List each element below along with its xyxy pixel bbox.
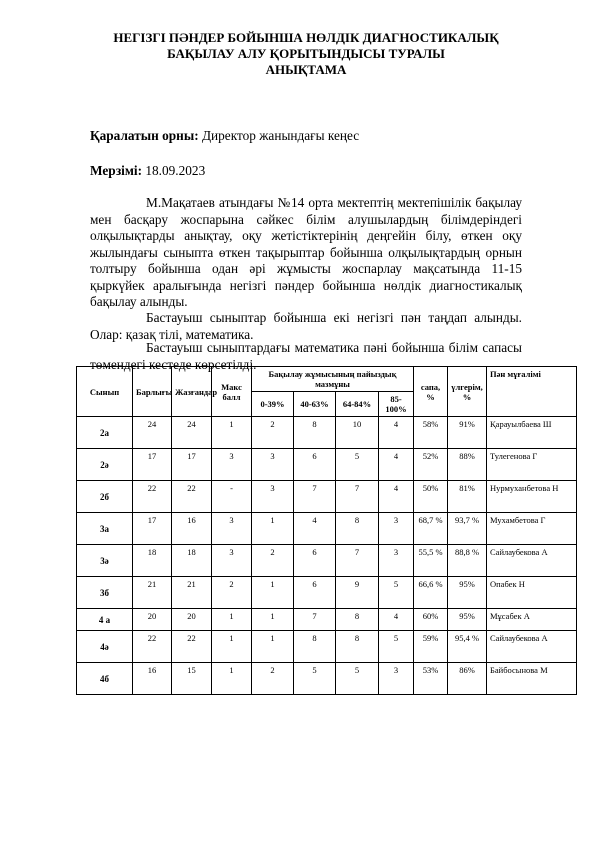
cell-r1: 2: [252, 417, 294, 449]
cell-total: 24: [133, 417, 172, 449]
table-row: [77, 631, 577, 663]
cell-r1: 1: [252, 577, 294, 609]
cell-r1: 1: [252, 609, 294, 631]
cell-quality: 52%: [414, 449, 448, 481]
cell-max: 1: [212, 631, 252, 663]
cell-success: 95,4 %: [448, 631, 487, 663]
cell-success: 91%: [448, 417, 487, 449]
cell-r2: 7: [294, 481, 336, 513]
meeting-place-label: Қаралатын орны:: [90, 128, 199, 143]
cell-r4: 3: [379, 545, 414, 577]
cell-class: 3б: [77, 577, 133, 609]
document-title: [110, 30, 502, 78]
cell-teacher: Сайлаубекова А: [487, 631, 577, 663]
cell-total: 22: [133, 631, 172, 663]
header-max-score: Макс балл: [212, 367, 252, 417]
cell-r3: 5: [336, 449, 379, 481]
title-line-1: НЕГІЗГІ ПӘНДЕР БОЙЫНША НӨЛДІК ДИАГНОСТИКАЛЫҚ: [113, 30, 499, 45]
table-row: [77, 577, 577, 609]
cell-r2: 6: [294, 545, 336, 577]
cell-r3: 8: [336, 631, 379, 663]
cell-r4: 4: [379, 449, 414, 481]
cell-class: 3а: [77, 513, 133, 545]
table-row: [77, 609, 577, 631]
cell-max: 2: [212, 577, 252, 609]
cell-success: 88,8 %: [448, 545, 487, 577]
cell-success: 93,7 %: [448, 513, 487, 545]
cell-quality: 68,7 %: [414, 513, 448, 545]
cell-written: 22: [172, 631, 212, 663]
cell-quality: 53%: [414, 663, 448, 695]
cell-r2: 8: [294, 417, 336, 449]
cell-total: 17: [133, 513, 172, 545]
cell-teacher: Мухамбетова Г: [487, 513, 577, 545]
header-quality: сапа, %: [414, 367, 448, 417]
cell-r3: 8: [336, 609, 379, 631]
cell-r1: 2: [252, 545, 294, 577]
meeting-date: [90, 163, 205, 179]
cell-max: 3: [212, 449, 252, 481]
cell-r4: 3: [379, 663, 414, 695]
cell-r4: 4: [379, 417, 414, 449]
cell-max: 3: [212, 513, 252, 545]
header-teacher: Пән мұғалімі: [487, 367, 577, 417]
cell-r3: 7: [336, 481, 379, 513]
cell-written: 15: [172, 663, 212, 695]
table-row: [77, 513, 577, 545]
cell-written: 21: [172, 577, 212, 609]
cell-total: 18: [133, 545, 172, 577]
table-row: [77, 545, 577, 577]
cell-teacher: Мұсабек А: [487, 609, 577, 631]
cell-written: 17: [172, 449, 212, 481]
cell-quality: 58%: [414, 417, 448, 449]
cell-r2: 6: [294, 577, 336, 609]
cell-total: 20: [133, 609, 172, 631]
table-row: [77, 417, 577, 449]
cell-r2: 5: [294, 663, 336, 695]
cell-total: 17: [133, 449, 172, 481]
cell-quality: 66,6 %: [414, 577, 448, 609]
header-range-2: 40-63%: [294, 392, 336, 417]
cell-class: 4ә: [77, 631, 133, 663]
cell-class: 2б: [77, 481, 133, 513]
cell-quality: 55,5 %: [414, 545, 448, 577]
cell-r1: 3: [252, 481, 294, 513]
paragraph-subjects: Бастауыш сыныптар бойынша екі негізгі пән таңдап алынды. Олар: қазақ тілі, математика.: [90, 310, 522, 342]
cell-max: 1: [212, 663, 252, 695]
cell-written: 18: [172, 545, 212, 577]
cell-r1: 1: [252, 513, 294, 545]
cell-success: 95%: [448, 609, 487, 631]
header-range-3: 64-84%: [336, 392, 379, 417]
paragraph-intro: М.Мақатаев атындағы №14 орта мектептің мектепішілік бақылау мен басқару жоспарына сәйкес білім алушылардың білімдеріндегі олқылықтарды анықтау, оқу жетістіктерінің деңгейін білу, өткен оқу жылындағы сыныпта өткен тақырыптар бойынша олқылықтардың орнын толтыру бойынша одан әрі жұмысты жоспарлау мақсатында 11-15 қыркүйек аралығында негізгі пәндер бойынша нөлдік диагностикалық бақылау алынды.: [90, 195, 522, 309]
cell-success: 81%: [448, 481, 487, 513]
cell-success: 86%: [448, 663, 487, 695]
header-range-1: 0-39%: [252, 392, 294, 417]
title-line-3: АНЫҚТАМА: [265, 62, 347, 77]
cell-teacher: Нурмуханбетова Н: [487, 481, 577, 513]
table-row: [77, 663, 577, 695]
table-row: [77, 481, 577, 513]
table-row: [77, 449, 577, 481]
meeting-date-label: Мерзімі:: [90, 163, 143, 178]
cell-teacher: Опабек Н: [487, 577, 577, 609]
meeting-place-value: Директор жанындағы кеңес: [198, 128, 360, 143]
meeting-place: [90, 128, 359, 144]
table-body: [77, 417, 577, 695]
header-percent-group: Бақылау жұмысының пайыздық мазмұны: [252, 367, 414, 392]
header-range-4: 85-100%: [379, 392, 414, 417]
cell-total: 16: [133, 663, 172, 695]
cell-r4: 5: [379, 631, 414, 663]
cell-r3: 8: [336, 513, 379, 545]
header-total: Барлығы: [133, 367, 172, 417]
cell-max: 3: [212, 545, 252, 577]
cell-quality: 60%: [414, 609, 448, 631]
cell-quality: 59%: [414, 631, 448, 663]
cell-written: 16: [172, 513, 212, 545]
cell-r4: 5: [379, 577, 414, 609]
cell-class: 4б: [77, 663, 133, 695]
header-written: Жазғандар: [172, 367, 212, 417]
cell-teacher: Байбосынова М: [487, 663, 577, 695]
results-table: [76, 366, 577, 695]
cell-class: 4 а: [77, 609, 133, 631]
cell-max: 1: [212, 417, 252, 449]
cell-max: -: [212, 481, 252, 513]
cell-written: 22: [172, 481, 212, 513]
cell-r2: 4: [294, 513, 336, 545]
cell-r3: 5: [336, 663, 379, 695]
paragraph-table-intro: Бастауыш сыныптардағы математика пәні бойынша білім сапасы төмендегі кестеде көрсетілді.: [90, 340, 522, 372]
cell-r2: 6: [294, 449, 336, 481]
cell-r3: 9: [336, 577, 379, 609]
cell-class: 2ә: [77, 449, 133, 481]
cell-r4: 3: [379, 513, 414, 545]
cell-quality: 50%: [414, 481, 448, 513]
cell-r3: 7: [336, 545, 379, 577]
cell-success: 95%: [448, 577, 487, 609]
cell-teacher: Тулегенова Г: [487, 449, 577, 481]
cell-total: 22: [133, 481, 172, 513]
table-header-row: [77, 367, 577, 392]
cell-r1: 2: [252, 663, 294, 695]
cell-success: 88%: [448, 449, 487, 481]
header-success: үлгерім, %: [448, 367, 487, 417]
cell-class: 2а: [77, 417, 133, 449]
cell-r2: 7: [294, 609, 336, 631]
title-line-2: БАҚЫЛАУ АЛУ ҚОРЫТЫНДЫСЫ ТУРАЛЫ: [167, 46, 445, 61]
meeting-date-value: 18.09.2023: [142, 163, 206, 178]
cell-class: 3ә: [77, 545, 133, 577]
cell-r4: 4: [379, 609, 414, 631]
cell-r2: 8: [294, 631, 336, 663]
cell-teacher: Қарауылбаева Ш: [487, 417, 577, 449]
cell-r4: 4: [379, 481, 414, 513]
cell-r1: 1: [252, 631, 294, 663]
cell-max: 1: [212, 609, 252, 631]
cell-written: 24: [172, 417, 212, 449]
cell-total: 21: [133, 577, 172, 609]
cell-written: 20: [172, 609, 212, 631]
cell-teacher: Сайлаубекова А: [487, 545, 577, 577]
cell-r3: 10: [336, 417, 379, 449]
header-class: Сынып: [77, 367, 133, 417]
cell-r1: 3: [252, 449, 294, 481]
